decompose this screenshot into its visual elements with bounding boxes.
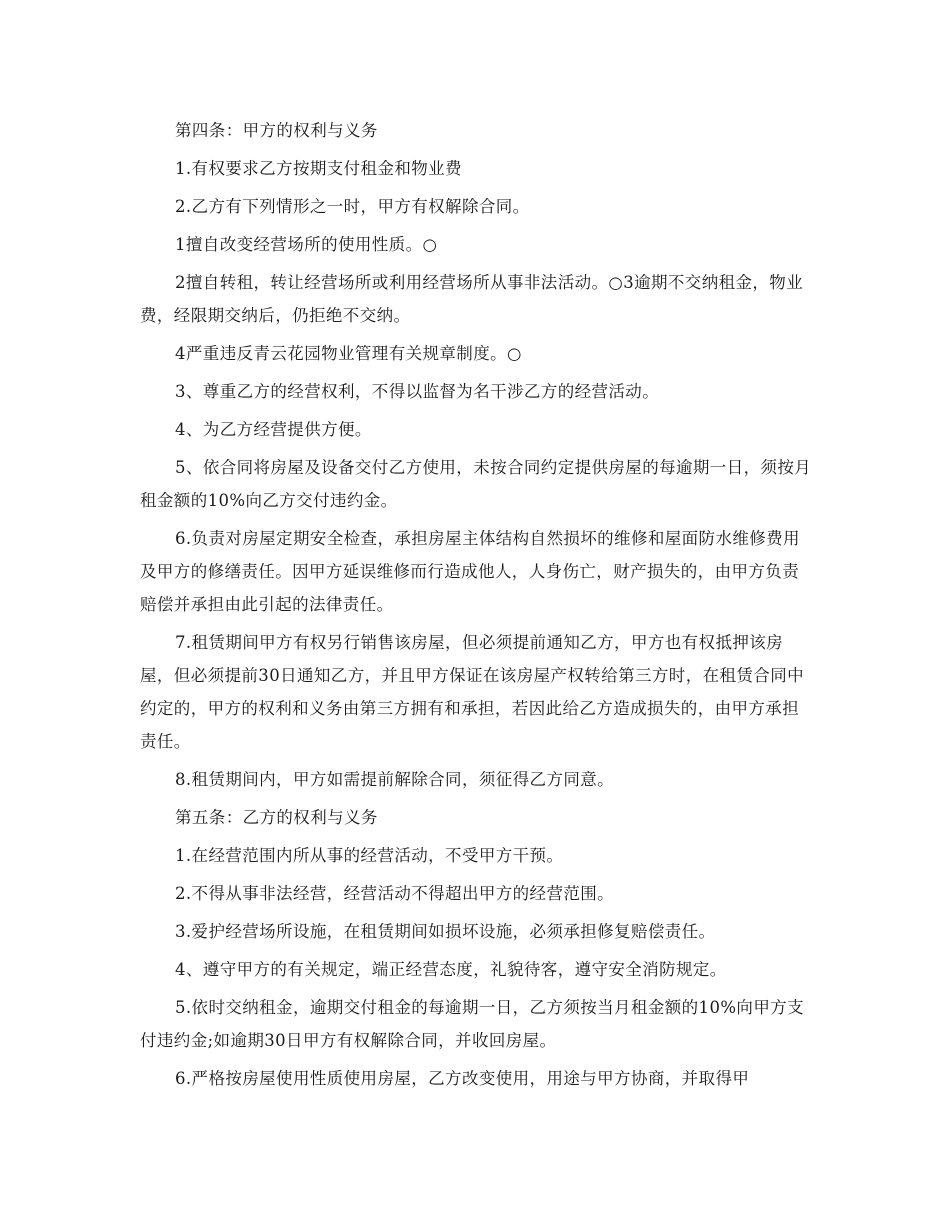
paragraph: 1.有权要求乙方按期支付租金和物业费 (175, 159, 462, 178)
paragraph: 6.严格按房屋使用性质使用房屋，乙方改变使用，用途与甲方协商，并取得甲 (175, 1069, 750, 1088)
paragraph: 2擅自转租，转让经营场所或利用经营场所从事非法活动。○3逾期不交纳租金，物业费，经限期交纳后，仍拒绝不交纳。 (140, 273, 804, 325)
paragraph: 1.在经营范围内所从事的经营活动，不受甲方干预。 (175, 846, 564, 865)
paragraph: 1擅自改变经营场所的使用性质。○ (175, 235, 438, 254)
paragraph: 4严重违反青云花园物业管理有关规章制度。○ (175, 344, 522, 363)
paragraph: 6.负责对房屋定期安全检查，承担房屋主体结构自然损坏的维修和屋面防水维修费用及甲方的修缮责任。因甲方延误维修而行造成他人，人身伤亡，财产损失的，由甲方负责赔偿并承担由此引起的法律责任。 (140, 529, 800, 614)
paragraph: 4、为乙方经营提供方便。 (175, 420, 372, 439)
paragraph: 3、尊重乙方的经营权利，不得以监督为名干涉乙方的经营活动。 (175, 382, 660, 401)
paragraph: 4、遵守甲方的有关规定，端正经营态度，礼貌待客，遵守安全消防规定。 (175, 960, 727, 979)
paragraph: 3.爱护经营场所设施，在租赁期间如损坏设施，必须承担修复赔偿责任。 (175, 922, 716, 941)
paragraph: 7.租赁期间甲方有权另行销售该房屋，但必须提前通知乙方，甲方也有权抵押该房屋，但必须提前30日通知乙方，并且甲方保证在该房屋产权转给第三方时，在租赁合同中约定的，甲方的权利和义务由第三方拥有和承担，若因此给乙方造成损失的，由甲方承担责任。 (140, 633, 804, 751)
article-4-heading: 第四条：甲方的权利与义务 (175, 121, 378, 140)
paragraph: 5、依合同将房屋及设备交付乙方使用，未按合同约定提供房屋的每逾期一日，须按月租金额的10%向乙方交付违约金。 (140, 458, 812, 510)
paragraph: 5.依时交纳租金，逾期交付租金的每逾期一日，乙方须按当月租金额的10%向甲方支付违约金;如逾期30日甲方有权解除合同，并收回房屋。 (140, 998, 805, 1050)
paragraph: 2.乙方有下列情形之一时，甲方有权解除合同。 (175, 197, 530, 216)
paragraph: 2.不得从事非法经营，经营活动不得超出甲方的经营范围。 (175, 884, 615, 903)
article-5-heading: 第五条：乙方的权利与义务 (175, 808, 378, 827)
paragraph: 8.租赁期间内，甲方如需提前解除合同，须征得乙方同意。 (175, 770, 615, 789)
document-page (140, 114, 814, 1100)
